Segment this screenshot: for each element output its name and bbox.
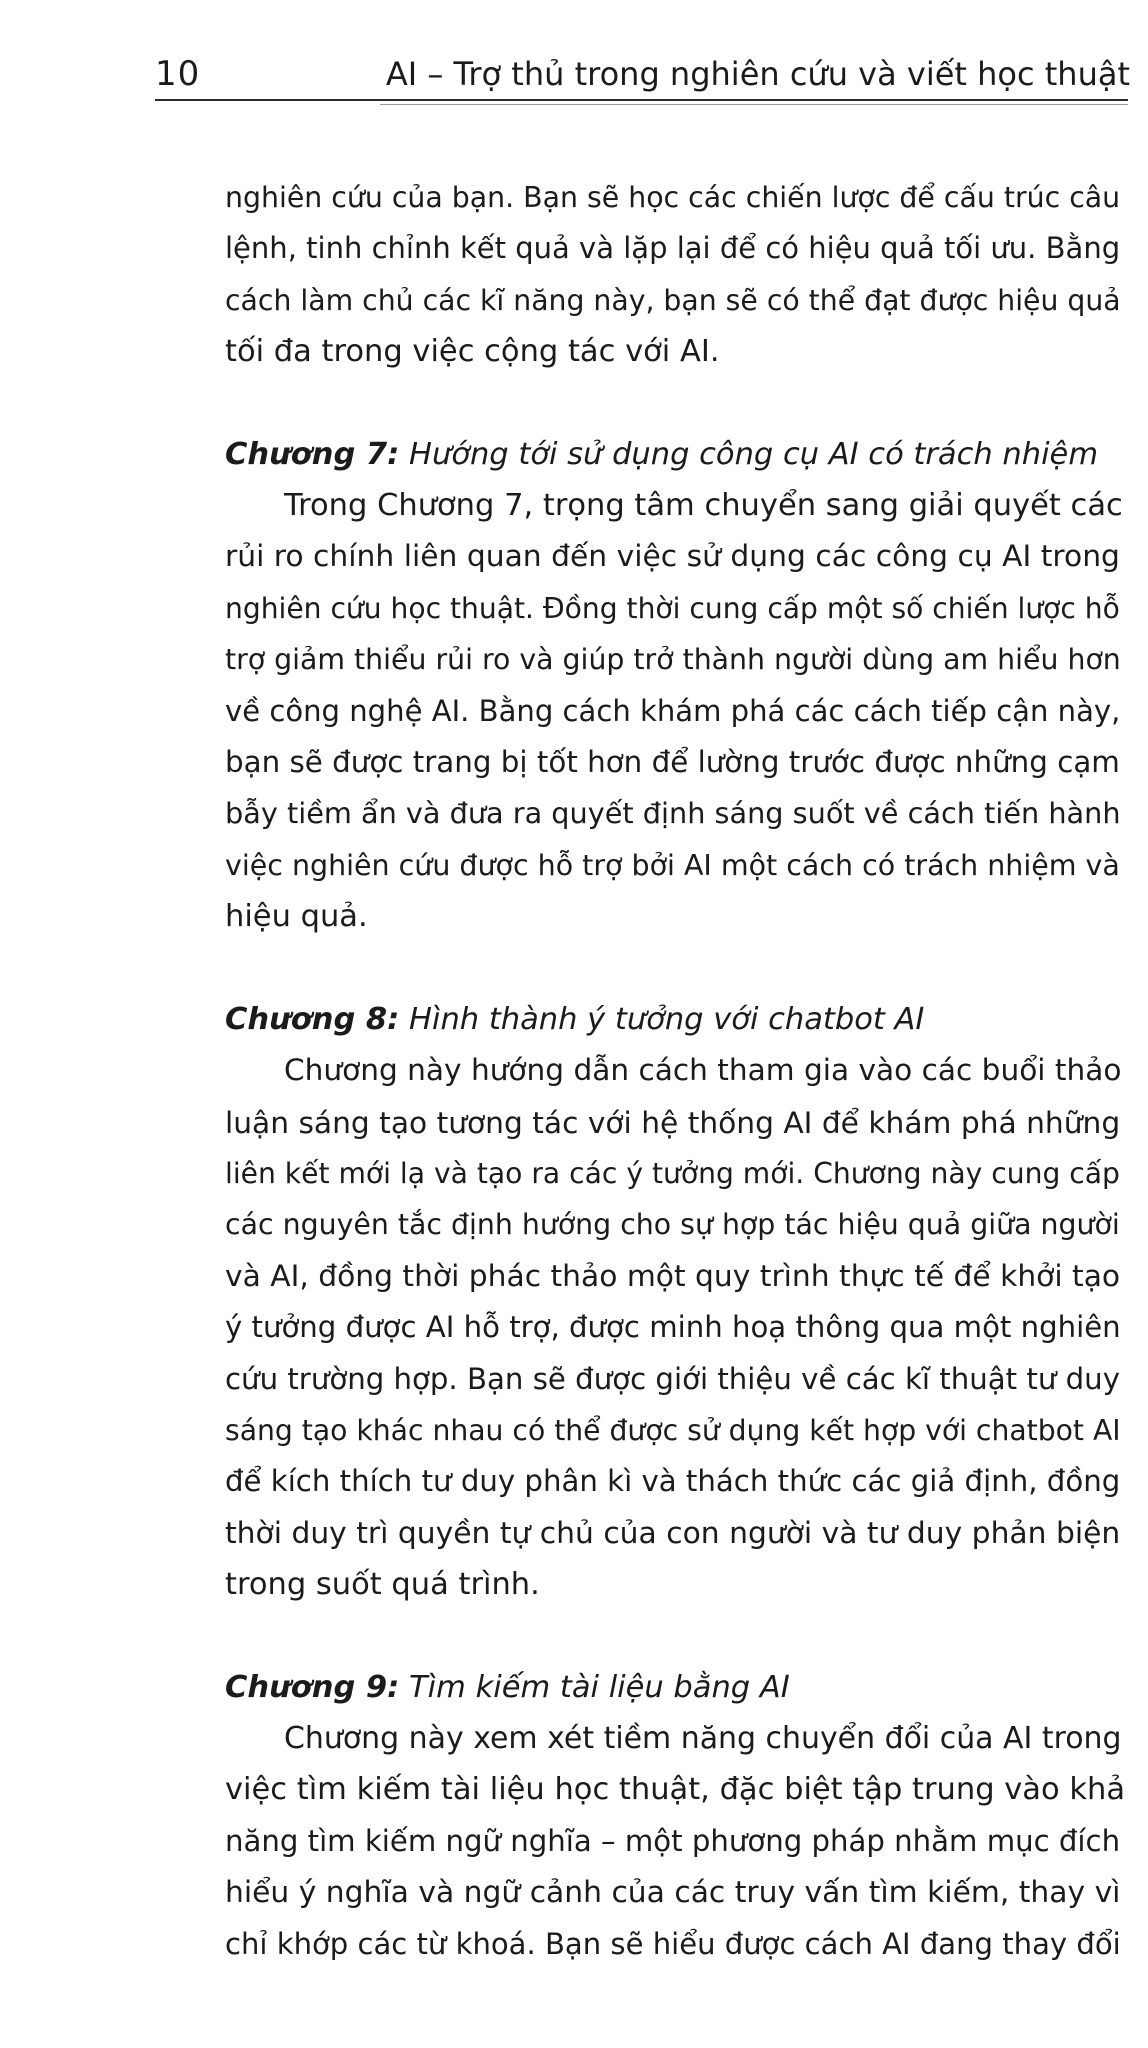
text-line: ý tưởng được AI hỗ trợ, được minh hoạ thông qua một nghiên <box>225 1310 1121 1345</box>
text-line: rủi ro chính liên quan đến việc sử dụng các công cụ AI trong <box>225 539 1120 575</box>
text-line: thời duy trì quyền tự chủ của con người và tư duy phản biện <box>225 1515 1121 1551</box>
text-line: để kích thích tư duy phân kì và thách thức các giả định, đồng <box>225 1464 1121 1499</box>
chapter-label: Chương 9: <box>225 1669 400 1705</box>
chapter-9-heading <box>225 1662 1125 1713</box>
text-line: về công nghệ AI. Bằng cách khám phá các cách tiếp cận này, <box>225 693 1121 728</box>
text-line: Chương này xem xét tiềm năng chuyển đổi của AI trong <box>284 1720 1122 1756</box>
text-line: nghiên cứu học thuật. Đồng thời cung cấp một số chiến lược hỗ <box>225 591 1120 625</box>
text-line: cách làm chủ các kĩ năng này, bạn sẽ có thể đạt được hiệu quả <box>225 283 1121 317</box>
header-rule <box>155 99 1128 101</box>
text-line: trợ giảm thiểu rủi ro và giúp trở thành người dùng am hiểu hơn <box>225 643 1121 677</box>
running-header <box>155 52 1130 100</box>
text-line: bạn sẽ được trang bị tốt hơn để lường trước được những cạm <box>225 745 1120 780</box>
chapter-8-heading <box>225 994 1125 1045</box>
text-line: các nguyên tắc định hướng cho sự hợp tác hiệu quả giữa người <box>225 1208 1120 1242</box>
text-line: luận sáng tạo tương tác với hệ thống AI để khám phá những <box>225 1104 1121 1140</box>
chapter-8-paragraph <box>225 1045 1125 1610</box>
text-line: việc tìm kiếm tài liệu học thuật, đặc biệt tập trung vào khả <box>225 1772 1126 1808</box>
text-line: nghiên cứu của bạn. Bạn sẽ học các chiến lược để cấu trúc câu <box>225 181 1121 214</box>
text-line: tối đa trong việc cộng tác với AI. <box>225 334 720 370</box>
text-line: liên kết mới lạ và tạo ra các ý tưởng mới. Chương này cung cấp <box>225 1156 1120 1190</box>
text-line: lệnh, tinh chỉnh kết quả và lặp lại để có hiệu quả tối ưu. Bằng <box>225 231 1121 266</box>
text-line: và AI, đồng thời phác thảo một quy trình thực tế để khởi tạo <box>225 1258 1121 1294</box>
text-line: bẫy tiềm ẩn và đưa ra quyết định sáng suốt về cách tiến hành <box>225 796 1121 831</box>
text-line: việc nghiên cứu được hỗ trợ bởi AI một cách có trách nhiệm và <box>225 848 1120 882</box>
page-number: 10 <box>155 54 201 94</box>
chapter-title: Hướng tới sử dụng công cụ AI có trách nhiệm <box>399 436 1099 472</box>
chapter-title: Tìm kiếm tài liệu bằng AI <box>399 1669 790 1705</box>
book-title: AI – Trợ thủ trong nghiên cứu và viết học thuật <box>385 55 1130 93</box>
chapter-label: Chương 7: <box>225 436 400 472</box>
chapter-title: Hình thành ý tưởng với chatbot AI <box>399 1001 925 1037</box>
text-line: cứu trường hợp. Bạn sẽ được giới thiệu về các kĩ thuật tư duy <box>225 1361 1120 1396</box>
chapter-7-heading <box>225 429 1125 480</box>
text-line: hiệu quả. <box>225 899 368 935</box>
header-rule-shadow <box>380 104 1128 105</box>
chapter-9-paragraph <box>225 1713 1125 1970</box>
text-line: năng tìm kiếm ngữ nghĩa – một phương pháp nhằm mục đích <box>225 1823 1121 1858</box>
text-line: chỉ khớp các từ khoá. Bạn sẽ hiểu được cách AI đang thay đổi <box>225 1926 1121 1961</box>
chapter-label: Chương 8: <box>225 1001 400 1037</box>
page-body <box>225 172 1125 1970</box>
intro-paragraph <box>225 172 1125 378</box>
text-line: Chương này hướng dẫn cách tham gia vào các buổi thảo <box>284 1053 1122 1088</box>
text-line: trong suốt quá trình. <box>225 1567 540 1603</box>
text-line: Trong Chương 7, trọng tâm chuyển sang giải quyết các <box>284 488 1123 524</box>
chapter-7-paragraph <box>225 480 1125 943</box>
text-line: hiểu ý nghĩa và ngữ cảnh của các truy vấn tìm kiếm, thay vì <box>225 1875 1121 1911</box>
text-line: sáng tạo khác nhau có thể được sử dụng kết hợp với chatbot AI <box>225 1413 1121 1447</box>
